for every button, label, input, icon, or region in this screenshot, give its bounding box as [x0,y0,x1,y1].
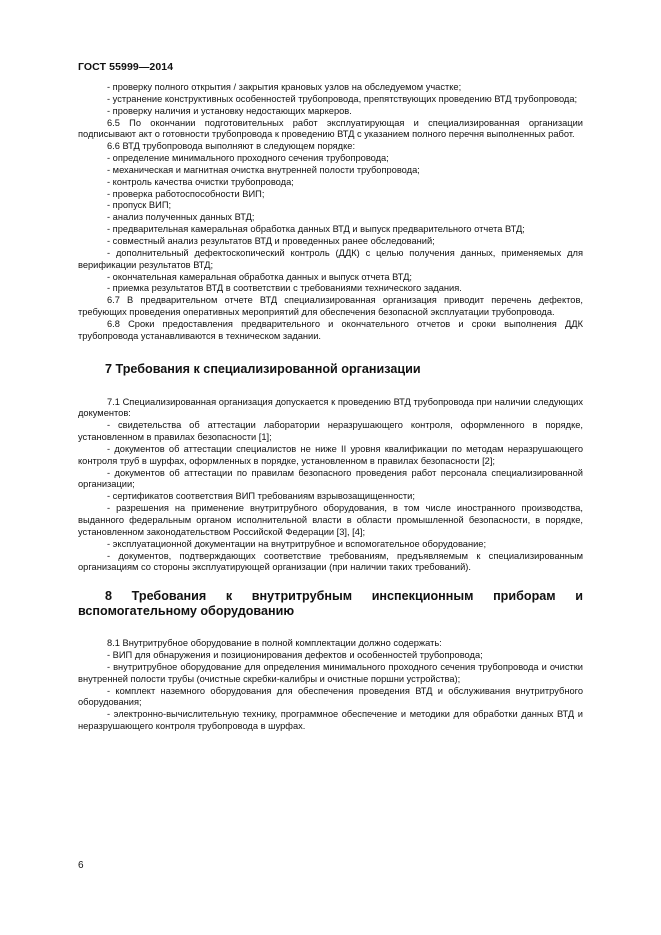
page-body [78,82,583,733]
list-item: - приемка результатов ВТД в соответствии с требованиями технического задания. [107,283,462,294]
document-header: ГОСТ 55999—2014 [78,61,174,73]
list-item: - предварительная камеральная обработка данных ВТД и выпуск предварительного отчета ВТД; [107,224,525,235]
list-item: - документов об аттестации специалистов не ниже II уровня квалификации по методам неразрушающего контроля труб в шурфах, оформленных в порядке, установленном в правилах безопасности [2]; [78,443,583,466]
section-8-number: 8 [105,589,113,604]
list-item: - определение минимального проходного сечения трубопровода; [107,153,389,164]
list-item: - проверка работоспособности ВИП; [107,188,265,199]
list-item: - комплект наземного оборудования для обеспечения проведения ВТД и обслуживания внутритрубного оборудования; [78,685,583,708]
list-item: - дополнительный дефектоскопический контроль (ДДК) с целью получения данных, применяемых для верификации результатов ВТД; [78,247,583,270]
clause-6-5: 6.5 По окончании подготовительных работ эксплуатирующая и специализированная организации подписывают акт о готовности трубопровода к проведению ВТД с указанием полного перечня выполненных работ. [78,117,583,140]
list-item: - электронно-вычислительную технику, программное обеспечение и методики для обработки данных ВТД и неразрушающего контроля трубопровода в шурфах. [78,709,583,732]
page-number: 6 [78,860,84,871]
list-item: - эксплуатационной документации на внутритрубное и вспомогательное оборудование; [107,538,487,549]
list-item: - разрешения на применение внутритрубного оборудования, в том числе иностранного производства, выданного федеральным органом исполнительной власти в области промышленной безопасности, в порядке, установленном законодательством Российской Федерации [3], [4]; [78,503,583,537]
list-item: - окончательная камеральная обработка данных и выпуск отчета ВТД; [107,271,413,282]
list-item: - документов, подтверждающих соответствие требованиям, предъявляемым к специализированным организациям со стороны эксплуатирующей организации (при наличии таких требований). [78,550,583,573]
list-item: - документов об аттестации по правилам безопасного проведения работ персонала специализированной организации; [78,467,583,490]
clause-8-1: 8.1 Внутритрубное оборудование в полной комплектации должно содержать: [107,638,442,649]
list-item: - внутритрубное оборудование для определения минимального проходного сечения трубопровода и очистки внутренней полости трубы (очистные скребки-калибры и очистные поршни устройства); [78,661,583,684]
section-7-heading [78,362,583,377]
section-7-number: 7 [105,361,113,376]
section-8-title: Требования к внутритрубным инспекционным приборам и вспомогательному оборудованию [78,589,583,619]
list-item: - совместный анализ результатов ВТД и проведенных ранее обследований; [107,235,435,246]
list-item: - контроль качества очистки трубопровода; [107,176,294,187]
list-item: - проверку полного открытия / закрытия крановых узлов на обследуемом участке; [107,82,462,92]
list-item: - устранение конструктивных особенностей трубопровода, препятствующих проведению ВТД трубопровода; [107,93,578,104]
list-item: - механическая и магнитная очистка внутренней полости трубопровода; [107,164,420,175]
list-item: - пропуск ВИП; [107,200,172,211]
section-8-heading [78,589,583,619]
clause-6-6: 6.6 ВТД трубопровода выполняют в следующем порядке: [107,141,356,152]
list-item: - свидетельства об аттестации лаборатории неразрушающего контроля, оформленного в порядке, установленном в правилах безопасности [1]; [78,420,583,443]
clause-6-8: 6.8 Сроки предоставления предварительного и окончательного отчетов и сроки выполнения ДДК трубопровода устанавливаются в техническом задании. [78,318,583,341]
list-item: - ВИП для обнаружения и позиционирования дефектов и особенностей трубопровода; [107,650,483,661]
section-7-title: Требования к специализированной организации [115,361,421,376]
list-item: - анализ полученных данных ВТД; [107,212,255,223]
clause-7-1: 7.1 Специализированная организация допускается к проведению ВТД трубопровода при наличии следующих документов: [78,396,583,419]
list-item: - проверку наличия и установку недостающих маркеров. [107,105,352,116]
clause-6-7: 6.7 В предварительном отчете ВТД специализированная организация приводит перечень дефектов, требующих проведения оперативных мероприятий для обеспечения безопасной эксплуатации трубопровода. [78,295,583,318]
list-item: - сертификатов соответствия ВИП требованиям взрывозащищенности; [107,491,415,502]
